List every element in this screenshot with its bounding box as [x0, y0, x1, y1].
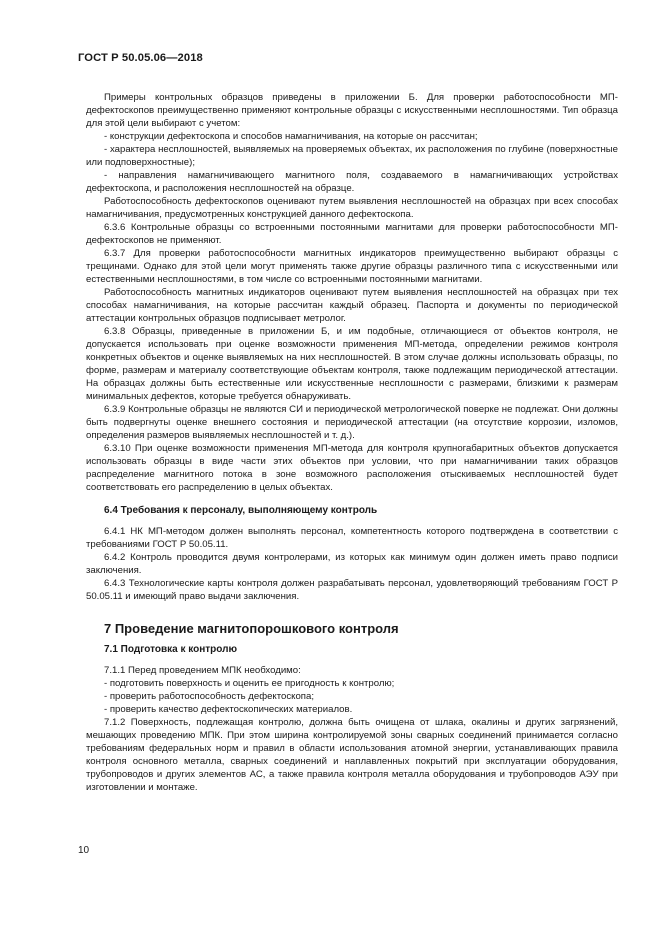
paragraph: 6.4.2 Контроль проводится двумя контролерами, из которых как минимум один должен иметь право подписи заключения.: [86, 552, 618, 576]
list-item: - направления намагничивающего магнитного поля, создаваемого в намагничивающих устройствах дефектоскопа, и расположения несплошностей на образце.: [86, 170, 618, 194]
document-header: ГОСТ Р 50.05.06—2018: [78, 52, 203, 64]
paragraph: 7.1.1 Перед проведением МПК необходимо:: [104, 665, 301, 676]
paragraph: 6.3.10 При оценке возможности применения МП-метода для контроля крупногабаритных объектов допускается использовать образцы в виде части этих объектов при условии, что при намагничивании таких образцов распределение магнитного потока в зоне возможного расположения отыскиваемых несплошностей будет соответствовать его распределению в целых объектах.: [86, 443, 618, 493]
paragraph: Работоспособность дефектоскопов оценивают путем выявления несплошностей на образцах при всех способах намагничивания, предусмотренных конструкцией данного дефектоскопа.: [86, 196, 618, 220]
paragraph: 7.1.2 Поверхность, подлежащая контролю, должна быть очищена от шлака, окалины и других загрязнений, мешающих проведению МПК. При этом ширина контролируемой зоны сварных соединений принимается согласно требованиям федеральных норм и правил в области использования атомной энергии, устанавливающих правила контроля основного металла, сварных соединений и наплавленных покрытий при эксплуатации оборудования, трубопроводов и других элементов АС, а также правила контроля металла оборудования и трубопроводов АЭУ при изготовлении и монтаже.: [86, 717, 618, 793]
list-item: - подготовить поверхность и оценить ее пригодность к контролю;: [104, 678, 395, 689]
page-number: 10: [78, 845, 90, 856]
subsection-heading: 7.1 Подготовка к контролю: [104, 644, 238, 655]
list-item: - конструкции дефектоскопа и способов намагничивания, на которые он рассчитан;: [104, 131, 478, 142]
paragraph: Примеры контрольных образцов приведены в приложении Б. Для проверки работоспособности МП-дефектоскопов преимущественно применяют контрольные образцы с искусственными несплошностями. Тип образца для этой цели выбирают с учетом:: [86, 92, 618, 129]
paragraph: 6.3.8 Образцы, приведенные в приложении Б, и им подобные, отличающиеся от объектов контроля, не допускается использовать при оценке возможности применения МП-метода, определении режимов контроля конкретных объектов и оценке выявляемых на них несплошностей. В этом случае должны использовать образцы, по форме, размерам и материалу соответствующие объектам контроля, также подлежащим периодической аттестации. На образцах должны быть естественные или искусственные несплошности с размерами, близкими к размерам минимальных дефектов, которые требуется обнаруживать.: [86, 326, 618, 402]
paragraph: 6.4.1 НК МП-методом должен выполнять персонал, компетентность которого подтверждена в соответствии с требованиями ГОСТ Р 50.05.11.: [86, 526, 618, 550]
paragraph: 6.3.9 Контрольные образцы не являются СИ и периодической метрологической поверке не подлежат. Они должны быть подвергнуты оценке внешнего состояния и периодической аттестации (на отсутствие коррозии, изломов, определения размеров выявляемых несплошностей и т. д.).: [86, 404, 618, 441]
list-item: - характера несплошностей, выявляемых на проверяемых объектах, их расположения по глубине (поверхностные или подповерхностные);: [86, 144, 618, 168]
document-body: [86, 91, 618, 794]
paragraph: Работоспособность магнитных индикаторов оценивают путем выявления несплошностей на образцах при тех способах намагничивания, на которые рассчитан каждый образец. Паспорта и документы по периодической аттестации контрольных образцов подписывает метролог.: [86, 287, 618, 324]
list-item: - проверить работоспособность дефектоскопа;: [104, 691, 314, 702]
paragraph: 6.3.7 Для проверки работоспособности магнитных индикаторов преимущественно выбирают образцы с трещинами. Однако для этой цели могут применять также другие образцы различного типа с искусственными или естественными несплошностями, в том числе со встроенными постоянными магнитами.: [86, 248, 618, 285]
paragraph: 6.4.3 Технологические карты контроля должен разрабатывать персонал, удовлетворяющий требованиям ГОСТ Р 50.05.11 и имеющий право выдачи заключения.: [86, 578, 618, 602]
list-item: - проверить качество дефектоскопических материалов.: [104, 704, 353, 715]
paragraph: 6.3.6 Контрольные образцы со встроенными постоянными магнитами для проверки работоспособности МП-дефектоскопов не применяют.: [86, 222, 618, 246]
section-heading: 6.4 Требования к персоналу, выполняющему контроль: [104, 505, 378, 516]
chapter-heading: 7 Проведение магнитопорошкового контроля: [104, 621, 399, 636]
